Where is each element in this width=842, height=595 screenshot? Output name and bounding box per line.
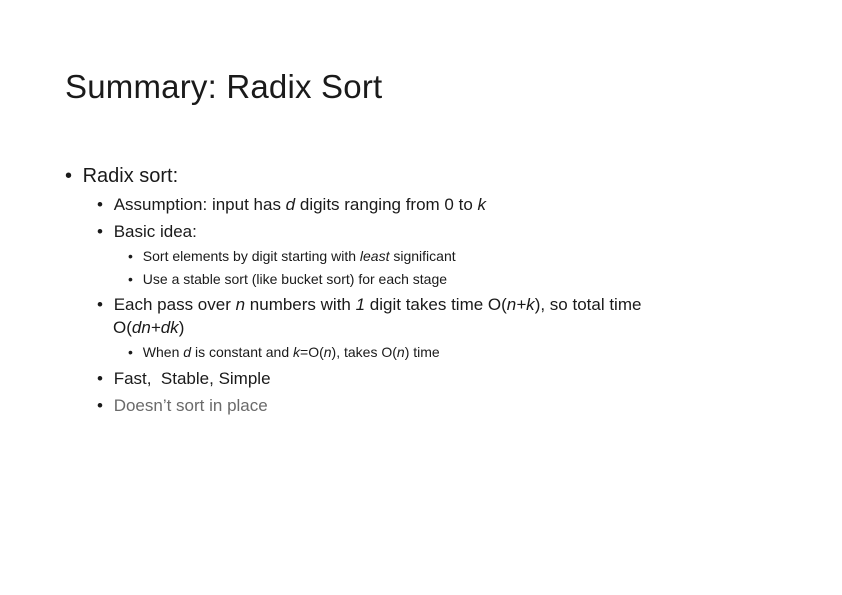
bullet-text: Use a stable sort (like bucket sort) for each stage: [142, 271, 448, 287]
bullet-radix-sort: [65, 165, 178, 188]
bullet-marker: •: [128, 271, 133, 287]
bullet-fast-stable-simple: [97, 369, 271, 389]
bullet-text-part: Assumption: input has: [113, 195, 286, 214]
bullet-text-part: digits ranging from 0 to: [295, 195, 478, 214]
var-n: n: [235, 295, 246, 314]
bullet-marker: •: [97, 295, 103, 314]
bullet-text-part: digit takes time O(: [365, 295, 507, 314]
bullet-text-part: When: [142, 344, 184, 360]
bullet-marker: •: [128, 344, 133, 360]
bullet-marker: •: [97, 396, 103, 415]
bullet-each-pass-continued: [113, 318, 184, 338]
bullet-text: Radix sort:: [82, 165, 179, 187]
var-n: n: [396, 344, 405, 360]
var-n: n: [323, 344, 332, 360]
bullet-text-part: Sort elements by digit starting with: [142, 248, 360, 264]
var-d: d: [183, 344, 192, 360]
bullet-marker: •: [97, 369, 103, 388]
bullet-text-part: ), takes O(: [331, 344, 397, 360]
bullet-marker: •: [65, 165, 73, 187]
bullet-each-pass: [97, 295, 641, 315]
bullet-text-part: O(: [113, 318, 132, 337]
bullet-basic-idea: [97, 222, 197, 242]
slide-title: Summary: Radix Sort: [65, 68, 383, 105]
expr-dn-plus-dk: dn+dk: [131, 318, 179, 337]
emphasis-least: least: [359, 248, 390, 264]
bullet-text: Doesn’t sort in place: [113, 396, 268, 415]
bullet-text-part: =O(: [300, 344, 324, 360]
bullet-text: Fast, Stable, Simple: [113, 369, 271, 388]
bullet-marker: •: [97, 195, 103, 214]
bullet-marker: •: [97, 222, 103, 241]
bullet-text-part: Each pass over: [113, 295, 236, 314]
bullet-when-d-constant: [128, 344, 440, 360]
bullet-text-part: ) time: [404, 344, 440, 360]
bullet-stable-sort: [128, 271, 447, 287]
bullet-sort-elements: [128, 248, 456, 264]
bullet-text-part: ): [178, 318, 185, 337]
bullet-text-part: numbers with: [245, 295, 356, 314]
bullet-not-in-place: [97, 396, 268, 416]
bullet-text-part: significant: [389, 248, 456, 264]
bullet-assumption: [97, 195, 486, 215]
var-d: d: [285, 195, 296, 214]
expr-n-plus-k: n+k: [506, 295, 535, 314]
bullet-text: Basic idea:: [113, 222, 197, 241]
value-one: 1: [355, 295, 366, 314]
var-k: k: [293, 344, 301, 360]
bullet-text-part: is constant and: [191, 344, 294, 360]
var-k: k: [477, 195, 487, 214]
bullet-marker: •: [128, 248, 133, 264]
bullet-text-part: ), so total time: [534, 295, 642, 314]
